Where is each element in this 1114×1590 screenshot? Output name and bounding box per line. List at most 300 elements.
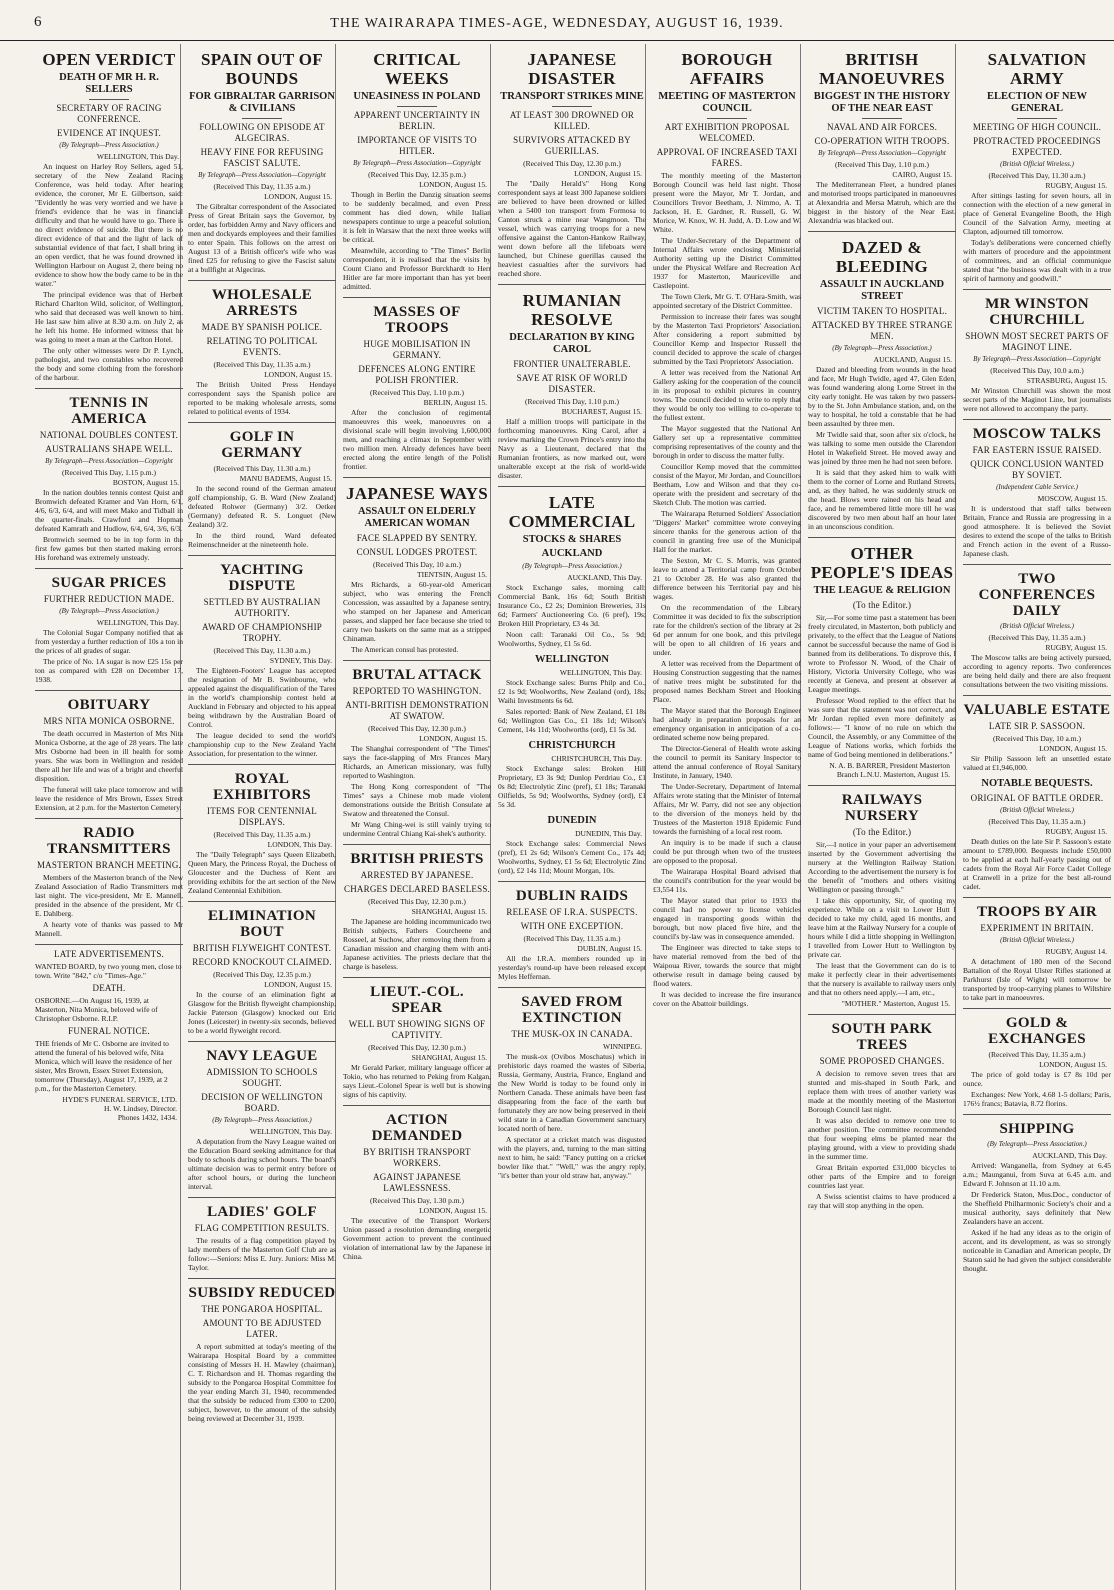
- dateline: RUGBY, August 15.: [1045, 181, 1107, 190]
- headline: RAILWAYS NURSERY: [841, 792, 923, 824]
- article-salvation-army: [963, 50, 1111, 283]
- deck: FOLLOWING ON EPISODE AT ALGECIRAS.: [199, 122, 325, 143]
- section-divider: [343, 477, 491, 478]
- article-masses-of-troops: [343, 304, 491, 471]
- page-number: 6: [34, 14, 42, 30]
- body-text: The Japanese are holding incommunicado two British subjects, Fathers Courcheene and Rosseel, at Suchow, after removing them from a Canadian mission and charging them with anti-Japanese activities. The priests declare that the charge is baseless.: [343, 917, 491, 971]
- headline: GOLF IN GERMANY: [221, 429, 303, 461]
- deck: CHARGES DECLARED BASELESS.: [344, 884, 490, 894]
- subheadline: DEATH OF MR H. R. SELLERS: [59, 72, 159, 95]
- headline: SUBSIDY REDUCED: [188, 1285, 336, 1301]
- dateline: WELLINGTON, This Day.: [559, 668, 642, 677]
- byline: (By Telegraph—Press Association.): [212, 1116, 312, 1124]
- dateline: SYDNEY, This Day.: [269, 656, 332, 665]
- headline: MR WINSTON CHURCHILL: [985, 296, 1089, 328]
- body-text: The "Daily Telegraph" says Queen Elizabeth, Queen Mary, the Princess Royal, the Duchess of Gloucester and the Duchess of Kent are providing exhibits for the art section of the New Zealand Centennial Exhibition.: [188, 850, 336, 895]
- body-text: It is said that they asked him to walk with them to the corner of Lorne and Rutland Streets, and, as they halted, he was suddenly struck on the head. Blows were rained on his head and face, and he remembered little more till he was discovered by two men about half an hour later in an unconscious condition.: [808, 468, 956, 531]
- body-text: A spectator at a cricket match was disgusted with the players, and, turning to the man sitting next to him, he said: "Fancy putting on a cricket bowler like that." "Well," was the angry reply, "it's better than your old straw hat, anyway.": [498, 1135, 646, 1180]
- deck: THE PONGAROA HOSPITAL.: [201, 1304, 323, 1314]
- section-divider: [498, 881, 646, 882]
- subheadline: DUNEDIN: [547, 815, 597, 826]
- dateline: WINNIPEG.: [603, 1042, 642, 1051]
- section-divider: [808, 785, 956, 786]
- body-text: The Town Clerk, Mr G. T. O'Hara-Smith, was appointed secretary of the District Committee.: [653, 292, 801, 310]
- article-action-demanded: [343, 1112, 491, 1261]
- body-text: In the course of an elimination fight at Glasgow for the British flyweight championship, Jackie Paterson (Glasgow) knocked out Eric Jones (Leicester) in twenty-six seconds, believed to be a world flyweight record.: [188, 990, 336, 1035]
- body-text: The Colonial Sugar Company notified that as from yesterday a further reduction of 10s a ton in the prices of all grades of sugar.: [35, 628, 183, 655]
- article-obituary: [35, 697, 183, 812]
- body-text: The league decided to send the world's championship cup to the New Zealand Yacht Association, for presentation to the winner.: [188, 731, 336, 758]
- notice-signature: HYDE'S FUNERAL SERVICE, LTD.: [62, 1095, 177, 1104]
- body-text: I take this opportunity, Sir, of quoting my experience. While on a visit to Lower Hutt I decided to take my child, aged 16 months, and leave him at the Railway Nursery for a couple of hours while I did a little shopping in Wellington. I travelled from Lower Hutt to Wellington by private car.: [808, 896, 956, 959]
- headline: OBITUARY: [67, 697, 151, 713]
- body-text: In the second round of the German amateur golf championship, G. B. Ward (New Zealand) defeated Rohwer (Germany) 3/2. Oetker (Germany) defeated R. S. Longuet (New Zealand) 3/2.: [188, 484, 336, 529]
- subheadline: WELLINGTON: [535, 654, 609, 665]
- deck: SHOWN MOST SECRET PARTS OF MAGINOT LINE.: [965, 331, 1109, 352]
- deck: RELATING TO POLITICAL EVENTS.: [206, 336, 318, 357]
- headline: OPEN VERDICT: [42, 50, 176, 69]
- byline: (British Official Wireless.): [1000, 936, 1074, 944]
- article-dazed-bleeding: [808, 238, 956, 531]
- section-divider: [343, 297, 491, 298]
- dateline: WELLINGTON, This Day.: [96, 618, 179, 627]
- byline: By Telegraph—Press Association—Copyright: [818, 149, 946, 157]
- column-4: [498, 44, 646, 1590]
- deck: CONSUL LODGES PROTEST.: [356, 547, 478, 557]
- headline: SPAIN OUT OF BOUNDS: [201, 50, 323, 88]
- section-divider: [343, 844, 491, 845]
- section-divider: [498, 284, 646, 285]
- dateline: RUGBY, August 15.: [1045, 643, 1107, 652]
- byline: (By Telegraph—Press Association.): [59, 141, 159, 149]
- headline: ELIMINATION BOUT: [207, 908, 317, 940]
- dateline: STRASBURG, August 15.: [1026, 376, 1107, 385]
- headline: LIEUT.-COL. SPEAR: [370, 984, 464, 1016]
- body-text: Stock Exchange sales: Broken Hill Proprietary, £3 3s 9d; Dunlop Perdriau Co., £1 0s 8d; Electrolytic Zinc (pref), £1 18s; Taranaki Oilfields, 5s 9d; Woolworths, Sydney (ord), £1 5s 3d.: [498, 764, 646, 809]
- body-text: The Director-General of Health wrote asking the council to permit its Sanitary Inspector to attend the annual conference of Royal Sanitary Institute, in January, 1940.: [653, 744, 801, 780]
- section-heading: DEATH.: [92, 983, 126, 993]
- body-text: It is understood that staff talks between Britain, France and Russia are progressing in a good atmosphere. It is believed the Soviet desires to extend the scope of the talks to British and French action in the event of a Russo-Japanese clash.: [963, 504, 1111, 558]
- body-text: A letter was received from the National Art Gallery asking for the cooperation of the council in its proposal to exhibit pictures in country towns. The council decided to write to reply that they would be only too willing to co-operate to the fullest extent.: [653, 368, 801, 422]
- deck: LATE SIR P. SASSOON.: [988, 721, 1086, 731]
- body-text: The Wairarapa Hospital Board advised that the council's contribution for the year would be £3,554 11s.: [653, 867, 801, 894]
- body-text: Stock Exchange sales: Commercial News (pref), £1 2s 6d; Wilson's Cement Co., 17s 4d; Woolworths, Sydney, £1 5s 6d; Electrolytic Zinc (ord), £2 14s 11d; Mount Morgan, 10s.: [498, 839, 646, 875]
- body-text: Sales reported: Bank of New Zealand, £1 18s 6d; Wellington Gas Co., £1 18s 1d; Wilson's Cement, 14s 11d; Woolworths (ord), £1 5s 3d.: [498, 707, 646, 734]
- article-rumanian-resolve: [498, 291, 646, 480]
- divider: [89, 99, 129, 100]
- dateline: WELLINGTON, This Day.: [249, 1127, 332, 1136]
- received-line: (Received This Day, 1.15 p.m.): [62, 468, 156, 477]
- article-royal-exhibitors: [188, 771, 336, 895]
- deck: AWARD OF CHAMPIONSHIP TROPHY.: [202, 622, 322, 643]
- letter-signature: N. A. B. BARRER, President Masterton Branch L.N.U. Masterton, August 15.: [829, 761, 950, 779]
- body-text: Permission to increase their fares was sought by the Masterton Taxi Proprietors' Association. After considering a report submitted by Councillor Kemp and Inspector Russell the council decided to approve the scale of charges submitted by the Taxi Proprietors' Association.: [653, 312, 801, 366]
- received-line: (Received This Day, 11.35 a.m.): [988, 633, 1086, 642]
- headline: MASSES OF TROOPS: [373, 304, 461, 336]
- section-divider: [188, 555, 336, 556]
- body-text: An inquest on Harley Roy Sellers, aged 51, secretary of the New Zealand Racing Conference, was held today. After hearing evidence, the coroner, Mr E. Gilbertson, said: "Evidently he was very worried and we have a friend's evidence that he was in financial difficulty and that he would have to go. There is no direct evidence of suicide. But there is no direct evidence of that and the light of lack of substantial evidence of that fact, I shall bring in an open verdict, that he was found drowned in Wellington Harbour on August 2, there being no evidence to show how the body came to be in the water.": [35, 162, 183, 288]
- deck: WELL BUT SHOWING SIGNS OF CAPTIVITY.: [348, 1019, 486, 1040]
- deck: FLAG COMPETITION RESULTS.: [194, 1223, 330, 1233]
- section-divider: [963, 695, 1111, 696]
- deck: RELEASE OF I.R.A. SUSPECTS.: [506, 907, 638, 917]
- headline: RADIO TRANSMITTERS: [47, 825, 171, 857]
- section-divider: [35, 818, 183, 819]
- body-text: The Under-Secretary, Department of Internal Affairs wrote stating that the Minister of Internal Affairs, Mr W. Parry, did not see any objection to the diversion of the moneys held by the Trustees of the Masterton 1918 Epidemic Fund towards the furnishing of a local rest room.: [653, 782, 801, 836]
- dateline: SHANGHAI, August 15.: [411, 907, 487, 916]
- body-text: The Mayor stated that prior to 1933 the council had no power to license vehicles engaged in transporting goods within the borough, but now placed five hire, and the council's by-law was in consequence amended.: [653, 896, 801, 941]
- byline: (By Telegraph—Press Association.): [522, 562, 622, 570]
- deck: THE MUSK-OX IN CANADA.: [511, 1029, 633, 1039]
- dateline: LONDON, August 15.: [264, 370, 332, 379]
- divider: [862, 118, 902, 119]
- article-radio: [35, 825, 183, 938]
- body-text: After sittings lasting for seven hours, all in connection with the election of a new general in place of General Evangeline Booth, the High Council of the Salvation Army, meeting at Clapton, adjourned till tomorrow.: [963, 191, 1111, 236]
- column-2: [188, 44, 336, 1590]
- article-japanese-ways: [343, 484, 491, 654]
- deck: MASTERTON BRANCH MEETING.: [36, 860, 182, 870]
- headline: VALUABLE ESTATE: [963, 702, 1111, 718]
- body-text: The Mayor stated that the Borough Engineer had already in preparation proposals for an emergency organisation in anticipation of a co-ordinated scheme now being prepared.: [653, 706, 801, 742]
- headline: RUMANIAN RESOLVE: [522, 291, 622, 329]
- section-divider: [963, 289, 1111, 290]
- deck: ARRESTED BY JAPANESE.: [360, 870, 474, 880]
- byline: (By Telegraph—Press Association.): [987, 1140, 1087, 1148]
- body-text: The Under-Secretary of the Department of Internal Affairs wrote enclosing Ministerial Authority setting up the District Committee under the Physical Welfare and Recreation Act 1937 for Masterton, Mauriceville and Castlepoint.: [653, 236, 801, 290]
- section-divider: [35, 388, 183, 389]
- headline: NAVY LEAGUE: [206, 1048, 318, 1064]
- headline: CRITICAL WEEKS: [373, 50, 461, 88]
- dateline: LONDON, August 15.: [419, 734, 487, 743]
- article-borough-affairs: [653, 50, 801, 1008]
- received-line: (Received This Day, 11.30 a.m.): [213, 646, 311, 655]
- byline: By Telegraph—Press Association—Copyright: [353, 159, 481, 167]
- deck: APPARENT UNCERTAINTY IN BERLIN.: [353, 110, 481, 131]
- headline: TROOPS BY AIR: [976, 904, 1098, 920]
- body-text: Death duties on the late Sir P. Sassoon's estate amount to £789,000. Bequests include £50,000 to be applied at each half-yearly passing out of cadets from the Royal Air Force Cadet College at Cranwell in a prize for the best all-round cadet.: [963, 837, 1111, 891]
- headline: SAVED FROM EXTINCTION: [521, 994, 623, 1026]
- dateline: AUCKLAND, August 15.: [873, 355, 952, 364]
- body-text: The American consul has protested.: [351, 645, 459, 654]
- article-saved-from-extinction: [498, 994, 646, 1180]
- section-divider: [188, 1041, 336, 1042]
- received-line: (Received This Day, 12.30 p.m.): [368, 724, 466, 733]
- body-text: An inquiry is to be made if such a clause could be put through when two of the trustees are opposed to the proposal.: [653, 838, 801, 865]
- section-divider: [808, 1014, 956, 1015]
- body-text: The funeral will take place tomorrow and will leave the residence of Mrs Brown, Essex Street Extension, at 2 p.m. for the Masterton Cemetery.: [35, 785, 183, 812]
- received-line: (Received This Day, 1.10 p.m.): [835, 160, 929, 169]
- headline: YACHTING DISPUTE: [220, 562, 304, 594]
- dateline: AUCKLAND, This Day.: [1032, 1151, 1107, 1160]
- article-dublin-raids: [498, 888, 646, 981]
- section-divider: [963, 897, 1111, 898]
- deck: AT LEAST 300 DROWNED OR KILLED.: [509, 110, 635, 131]
- masthead-title: THE WAIRARAPA TIMES-AGE, WEDNESDAY, AUGUST 16, 1939.: [330, 16, 784, 31]
- body-text: Though in Berlin the Danzig situation seems to be suddenly becalmed, and even Press comment has died down, while Italian newspapers continue to urge a peaceful solution, it is felt in Warsaw that the next three weeks will be critical.: [343, 190, 491, 244]
- deck: MEETING OF HIGH COUNCIL.: [972, 122, 1102, 132]
- headline: LADIES' GOLF: [207, 1204, 317, 1220]
- body-text: Councillor Kemp moved that the committee consist of the Mayor, Mr Jordan, and Councillors Beetham, Low and Wilson and that they co-operate with the president and secretary of the Sketch Club. The motion was carried.: [653, 462, 801, 507]
- dateline: TIENTSIN, August 15.: [417, 570, 487, 579]
- classified-ad: WANTED BOARD, by two young men, close to town. Write "842," c/o "Times-Age.": [35, 962, 182, 980]
- section-divider: [963, 1114, 1111, 1115]
- deck: DECISION OF WELLINGTON BOARD.: [201, 1092, 323, 1113]
- article-arrests: [188, 287, 336, 416]
- deck: VICTIM TAKEN TO HOSPITAL.: [816, 306, 948, 316]
- received-line: (Received This Day, 12.30 p.m.): [523, 159, 621, 168]
- received-line: (Received This Day, 10 a.m.): [373, 560, 461, 569]
- byline: (Independent Cable Service.): [996, 483, 1078, 491]
- deck: ADMISSION TO SCHOOLS SOUGHT.: [206, 1067, 318, 1088]
- dateline: LONDON, August 15.: [264, 192, 332, 201]
- deck: FACE SLAPPED BY SENTRY.: [356, 533, 478, 543]
- received-line: (Received This Day, 11.35 a.m.): [988, 1050, 1086, 1059]
- received-line: (Received This Day, 11.30 a.m.): [213, 464, 311, 473]
- body-text: The British United Press Hendaye correspondent says the Spanish police are reported to be making wholesale arrests, some related to political events of 1934.: [188, 380, 336, 416]
- deck: ART EXHIBITION PROPOSAL WELCOMED.: [664, 122, 790, 143]
- deck: ITEMS FOR CENTENNIAL DISPLAYS.: [207, 806, 317, 827]
- headline: MOSCOW TALKS: [972, 426, 1102, 442]
- received-line: (Received This Day, 1.30 p.m.): [370, 1196, 464, 1205]
- late-advertisements: [35, 949, 183, 1122]
- deck: ATTACKED BY THREE STRANGE MEN.: [811, 320, 953, 341]
- death-notice: OSBORNE.—On August 16, 1939, at Masterton, Nita Monica, beloved wife of Christopher Osborne. R.I.P.: [35, 996, 158, 1023]
- deck: EXPERIMENT IN BRITAIN.: [980, 923, 1094, 933]
- column-5: [653, 44, 801, 1590]
- deck: FAR EASTERN ISSUE RAISED.: [972, 445, 1102, 455]
- body-text: Arrived: Wanganella, from Sydney at 6.45 a.m.; Maunganui, from Suva at 6.45 a.m. and Edward F. Johnson at 11.10 a.m.: [963, 1161, 1111, 1188]
- body-text: On the recommendation of the Library Committee it was decided to fix the subscription rate for the children's section of the library at 2s 6d per annum for one book, and this privilege will be open to all children of 16 years and under.: [653, 603, 801, 657]
- body-text: The only other witnesses were Dr P. Lynch, pathologist, and two constables who recovered the body and some clothing from the foreshore of the harbour.: [35, 346, 183, 382]
- divider: [397, 106, 437, 107]
- body-text: The executive of the Transport Workers' Union passed a resolution demanding energetic Government action to prevent the continued violation of international law by the Japanese in China.: [343, 1216, 491, 1261]
- section-divider: [963, 1008, 1111, 1009]
- headline: BOROUGH AFFAIRS: [681, 50, 773, 88]
- body-text: Dr Frederick Staton, Mus.Doc., conductor of the Sheffield Philharmonic Society's choir and a musical authority, says definitely that New Zealanders have an accent.: [963, 1190, 1111, 1226]
- section-divider: [188, 280, 336, 281]
- deck: BRITISH FLYWEIGHT CONTEST.: [192, 943, 332, 953]
- article-late-commercial: [498, 493, 646, 648]
- headline: BRITISH PRIESTS: [350, 851, 484, 867]
- body-text: Sir Philip Sassoon left an unsettled estate valued at £1,946,000.: [963, 754, 1111, 772]
- received-line: (Received This Day, 11.35 a.m.): [213, 830, 311, 839]
- section-divider: [963, 419, 1111, 420]
- headline: DAZED & BLEEDING: [835, 238, 929, 276]
- section-divider: [35, 944, 183, 945]
- divider: [1017, 118, 1057, 119]
- article-moscow-talks: [963, 426, 1111, 558]
- dateline: LONDON, August 15.: [574, 169, 642, 178]
- deck: ORIGINAL OF BATTLE ORDER.: [970, 793, 1104, 803]
- section-divider: [188, 1278, 336, 1279]
- body-text: Mrs Richards, a 60-year-old American subject, who was entering the French Concession, was assaulted by a Japanese sentry, who stamped on her Japanese and American passes, and slapped her face because she tried to carry two baskets on the same mat as a stripped Chinaman.: [343, 580, 491, 643]
- subheadline: ASSAULT ON ELDERLY AMERICAN WOMAN: [357, 506, 477, 529]
- dateline: SHANGHAI, August 15.: [411, 1053, 487, 1062]
- subheadline: THE LEAGUE & RELIGION: [813, 585, 951, 596]
- body-text: It was decided to increase the fire insurance cover on the Abattoir buildings.: [653, 990, 801, 1008]
- received-line: (Received This Day, 12.35 p.m.): [213, 970, 311, 979]
- body-text: The least that the Government can do is to make it perfectly clear in their advertisements that the nursery is available to railway users only and that no others need apply.—I am, etc.,: [808, 961, 956, 997]
- article-gold-exchanges: [963, 1015, 1111, 1108]
- article-christchurch-shares: [498, 740, 646, 809]
- body-text: Mr Gerald Parker, military language officer at Tokio, who has returned to Peking from Kalgan, says Lieut.-Colonel Spear is well but is showing signs of his captivity.: [343, 1063, 491, 1099]
- section-divider: [188, 764, 336, 765]
- deck: ANTI-BRITISH DEMONSTRATION AT SWATOW.: [345, 700, 489, 721]
- body-text: Stock Exchange sales: Burns Philp and Co., £2 1s 9d; Woolworths, New Zealand (ord), 18s; Waihi Investments 6s 6d.: [498, 678, 646, 705]
- article-valuable-estate: [963, 702, 1111, 772]
- body-text: Professor Wood replied to the effect that he was sure that the statement was not correct, and Mr Jordan replied even more definitely as follows:— "I know of no rule on which the Council, the Assembly, or any Committee of the League of Nations works, which forbids the name of God being mentioned in deliberations.": [808, 696, 956, 759]
- dateline: BERLIN, August 15.: [423, 398, 487, 407]
- dateline: MANU BADEMS, August 15.: [239, 474, 332, 483]
- dateline: LONDON, August 15.: [419, 180, 487, 189]
- article-navy-league: [188, 1048, 336, 1191]
- body-text: Sir,—For some time past a statement has been freely circulated, in Masterton, both publicly and privately, to the effect that the League of Nations cannot be successful because the name of God is banned from its deliberations. To disprove this, I wrote to Professor N. Wood, of the Chair of History, Victoria University College, who was recently at Geneva, and present at observer at League meetings.: [808, 613, 956, 694]
- deck: FURTHER REDUCTION MADE.: [43, 594, 175, 604]
- dateline: CAIRO, August 15.: [892, 170, 952, 179]
- headline: ACTION DEMANDED: [371, 1112, 463, 1144]
- headline: SUGAR PRICES: [51, 575, 167, 591]
- deck: CO-OPERATION WITH TROOPS.: [814, 136, 950, 146]
- body-text: Mr Twidle said that, soon after six o'clock, he was talking to some men outside the Clarendon Hotel in Wakefield Street. He moved away and was joined by three men he had not seen before.: [808, 430, 956, 466]
- notice-signature: H. W. Lindsey, Director.: [103, 1104, 177, 1113]
- deck: SURVIVORS ATTACKED BY GUERILLAS.: [513, 135, 631, 156]
- body-text: The Mediterranean Fleet, a hundred planes and motorised troops participated in manoeuvres at Alexandria and Mersa Matruh, which are the biggest in the history of the Near East. Alexandria was blacked out.: [808, 180, 956, 225]
- article-two-conferences: [963, 571, 1111, 689]
- received-line: (Received This Day, 1.10 p.m.): [525, 397, 619, 406]
- headline: GOLD & EXCHANGES: [988, 1015, 1086, 1047]
- section-divider: [188, 901, 336, 902]
- article-south-park-trees: [808, 1021, 956, 1210]
- dateline: LONDON, August 15.: [264, 980, 332, 989]
- subheadline: TRANSPORT STRIKES MINE: [500, 91, 644, 102]
- headline: TWO CONFERENCES DAILY: [978, 571, 1096, 619]
- body-text: It was also decided to remove one tree to another position. The committee recommended that four weeping elms be planted near the playing ground, with a view to providing shade in the summer time.: [808, 1116, 956, 1161]
- section-divider: [343, 660, 491, 661]
- received-line: (Received This Day, 10.0 a.m.): [990, 366, 1084, 375]
- article-elimination-bout: [188, 908, 336, 1035]
- body-text: In the nation doubles tennis contest Quist and Bromwich defeated Kramer and Van Horn, 6/1, 4/6, 6/3, 6/4, and will meet Mako and Tidball in the quarter-finals. Crawford and Hopman defeated Kamrath and Hudlow, 6/4, 6/4, 3/6, 6/3.: [35, 488, 183, 533]
- notice-signature: Phones 1432, 1434.: [117, 1113, 177, 1122]
- deck: BY BRITISH TRANSPORT WORKERS.: [363, 1147, 471, 1168]
- divider: [707, 118, 747, 119]
- body-text: Today's deliberations were concerned chiefly with matters of procedure and the appointment of committees, and an official communique stated that "the business was dealt with in a true spirit of harmony and goodwill.": [963, 238, 1111, 283]
- section-divider: [808, 231, 956, 232]
- article-spain: [188, 50, 336, 274]
- article-wellington-shares: [498, 654, 646, 734]
- subheadline: ASSAULT IN AUCKLAND STREET: [819, 279, 945, 302]
- headline: BRUTAL ATTACK: [352, 667, 482, 683]
- deck: QUICK CONCLUSION WANTED BY SOVIET.: [970, 459, 1104, 480]
- body-text: The Moscow talks are being actively pursued, according to agency reports. Two conferences are being held daily and there are also frequent consultations between the two visiting missions.: [963, 653, 1111, 689]
- dateline: LONDON, This Day.: [267, 840, 332, 849]
- body-text: Asked if he had any ideas as to the origin of accent, and its development, as was so strongly noticeable in Canadian and American people, Dr Staton said he had given the subject considerable thought.: [963, 1228, 1111, 1273]
- received-line: (Received This Day, 11.35 a.m.): [523, 934, 621, 943]
- body-text: All the I.R.A. members rounded up in yesterday's round-up have been released except Myles Heffernan.: [498, 954, 646, 981]
- article-spear: [343, 984, 491, 1099]
- body-text: Exchanges: New York, 4.68 1-5 dollars; Paris, 176½ francs; Batavia, 8.72 florins.: [963, 1090, 1111, 1108]
- deck: RECORD KNOCKOUT CLAIMED.: [192, 957, 332, 967]
- deck: AGAINST JAPANESE LAWLESSNESS.: [373, 1172, 461, 1193]
- headline: SHIPPING: [999, 1121, 1075, 1137]
- deck: (To the Editor.): [852, 600, 912, 610]
- section-divider: [343, 1105, 491, 1106]
- body-text: A report submitted at today's meeting of the Wairarapa Hospital Board by a committee consisting of Messrs H. H. Mawley (chairman), C. T. Richardson and H. Thomas regarding the subsidy to the Pongaroa Hospital Committee for the year ending March 31, 1940, recommended that the subsidy be reduced from £300 to £200, subject, however, to the amount of the subsidy being reviewed at December 31, 1939.: [188, 1342, 336, 1423]
- deck: NATIONAL DOUBLES CONTEST.: [39, 430, 179, 440]
- headline: JAPANESE WAYS: [346, 484, 488, 503]
- byline: By Telegraph—Press Association—Copyright: [45, 457, 173, 465]
- headline: DUBLIN RAIDS: [515, 888, 629, 904]
- byline: (British Official Wireless.): [1000, 160, 1074, 168]
- headline: OTHER PEOPLE'S IDEAS: [810, 544, 954, 582]
- deck: IMPORTANCE OF VISITS TO HITLER.: [357, 135, 477, 156]
- subheadline: DECLARATION BY KING CAROL: [509, 332, 635, 355]
- deck: MRS NITA MONICA OSBORNE.: [43, 716, 175, 726]
- funeral-notice: THE friends of Mr C. Osborne are invited to attend the funeral of his beloved wife, Nita Monica, which will leave the residence of her sister, Mrs Brown, Essex Street Extension, tomorrow (Thursday), August 17, 1939, at 2 p.m., for the Masterton Cemetery.: [35, 1039, 173, 1093]
- dateline: BUCHAREST, August 15.: [561, 407, 642, 416]
- article-sugar-prices: [35, 575, 183, 684]
- section-divider: [188, 1197, 336, 1198]
- dateline: LONDON, August 15.: [419, 1206, 487, 1215]
- article-notable-bequests: [963, 778, 1111, 891]
- column-3: [343, 44, 491, 1590]
- deck: PROTRACTED PROCEEDINGS EXPECTED.: [973, 136, 1101, 157]
- subheadline: AUCKLAND: [541, 548, 603, 559]
- received-line: (Received This Day, 12.35 p.m.): [368, 170, 466, 179]
- headline: JAPANESE DISASTER: [527, 50, 617, 88]
- deck: SAVE AT RISK OF WORLD DISASTER.: [516, 373, 628, 394]
- byline: By Telegraph—Press Association—Copyright: [198, 171, 326, 179]
- byline: (By Telegraph—Press Association.): [832, 344, 932, 352]
- body-text: The results of a flag competition played by lady members of the Masterton Golf Club are as follow:—Seniors: Miss E. Jury. Juniors: Miss M. Taylor.: [188, 1236, 336, 1272]
- section-divider: [808, 537, 956, 538]
- section-divider: [343, 977, 491, 978]
- received-line: (Received This Day, 11.30 a.m.): [988, 171, 1086, 180]
- received-line: (Received This Day, 12.30 p.m.): [368, 1043, 466, 1052]
- article-british-priests: [343, 851, 491, 971]
- body-text: A letter was received from the Department of Housing Construction suggesting that the names of native trees might be substituted for the proposed names Beckham Street and Hooking Place.: [653, 659, 801, 704]
- section-divider: [498, 987, 646, 988]
- body-text: A deputation from the Navy League waited on the Education Board seeking admittance for that body to schools during school hours. The board's ultimate decision was to permit entry before or after school hours, or during the luncheon interval.: [188, 1137, 336, 1191]
- deck: SECRETARY OF RACING CONFERENCE.: [56, 103, 162, 124]
- headline: SOUTH PARK TREES: [831, 1021, 933, 1053]
- subheadline: ELECTION OF NEW GENERAL: [987, 91, 1087, 114]
- body-text: The Wairarapa Returned Soldiers' Association "Diggers' Market" committee wrote conveying sincere thanks for the generous action of the council in granting free use of the Municipal Hall for the market.: [653, 509, 801, 554]
- received-line: (Received This Day, 10 a.m.): [993, 734, 1081, 743]
- dateline: AUCKLAND, This Day.: [567, 573, 642, 582]
- body-text: Mr Winston Churchill was shown the most secret parts of the Maginot Line, but journalists were not allowed to accompany the party.: [963, 386, 1111, 413]
- headline: TENNIS IN AMERICA: [69, 395, 149, 427]
- divider: [242, 118, 282, 119]
- column-7: [963, 44, 1111, 1590]
- subheadline: FOR GIBRALTAR GARRISON & CIVILIANS: [189, 91, 335, 114]
- dateline: WELLINGTON, This Day.: [96, 152, 179, 161]
- body-text: Mr Wang Ching-wei is still vainly trying to undermine Central Chiang Kai-shek's authority.: [343, 820, 491, 838]
- subheadline: STOCKS & SHARES: [522, 534, 622, 545]
- body-text: The Engineer was directed to take steps to have material removed from the bed of the Waipoua River, towards the source that might otherwise result in damage being caused by flood waters.: [653, 943, 801, 988]
- body-text: The Gibraltar correspondent of the Associated Press of Great Britain says the Governor, by order, has forbidden Army and Navy officers and men and dockyards employees and their families to enter Spain. This follows on the arrest on August 13 of a British officer's wife who was fined £25 for refusing to give the Fascist salute at a bullfight at Algeciras.: [188, 202, 336, 274]
- divider: [552, 106, 592, 107]
- deck: DEFENCES ALONG ENTIRE POLISH FRONTIER.: [358, 364, 476, 385]
- headline: SALVATION ARMY: [987, 50, 1087, 88]
- body-text: A detachment of 180 men of the Second Battalion of the Royal Ulster Rifles stationed at Parkhurst (Isle of Wight) will tomorrow be transported by troop-carrying planes to Wiltshire to take part in manoeuvres.: [963, 957, 1111, 1002]
- column-1: [35, 44, 183, 1590]
- deck: AUSTRALIANS SHAPE WELL.: [45, 444, 173, 454]
- article-subsidy: [188, 1285, 336, 1423]
- dateline: CHRISTCHURCH, This Day.: [551, 754, 642, 763]
- article-other-peoples-ideas: [808, 544, 956, 779]
- article-brutal-attack: [343, 667, 491, 838]
- section-divider: [35, 568, 183, 569]
